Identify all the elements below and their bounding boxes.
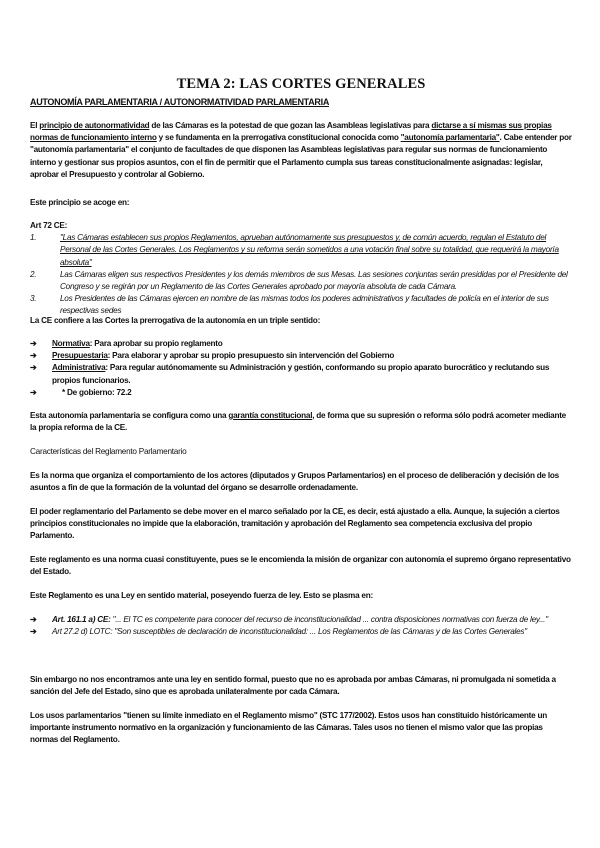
guarantee-paragraph: Esta autonomía parlamentaria se configura como una garantía constitucional, de forma que su supresión o reforma sólo podrá acometer mediante la propia reforma de la CE. (30, 411, 566, 433)
triple-sense-line: La CE confiere a las Cortes la prerrogativa de la autonomía en un triple sentido: (30, 316, 321, 325)
sense-item: ➔ * De gobierno: 72.2 (30, 387, 572, 399)
formal-paragraph: Sin embargo no nos encontramos ante una ley en sentido formal, puesto que no es aprobada por ambas Cámaras, ni promulgada ni sometida a sanción del Jefe del Estado, sino que es aprobada unilateralmente por cada Cámara. (30, 675, 556, 697)
sense-item: ➔ Presupuestaria: Para elaborar y aprobar su propio presupuesto sin intervención del Gobierno (30, 350, 572, 362)
uses-paragraph: Los usos parlamentarios "tienen su límite inmediato en el Reglamento mismo" (STC 177/2002). Estos usos han constituido históricamente un importante instrumento normativo en la organización y funcionamiento de las Cámaras. Tales usos no tienen el mismo valor que las propias normas del Reglamento. (30, 711, 547, 745)
art72-item: 3. Los Presidentes de las Cámaras ejercen en nombre de las mismas todos los poderes administrativos y facultades de policía en el interior de sus respectivas sedes (30, 294, 549, 316)
senses-list (30, 338, 572, 399)
section-subtitle: AUTONOMÍA PARLAMENTARIA / AUTONORMATIVIDAD PARLAMENTARIA (30, 97, 330, 107)
art72-section (30, 220, 572, 318)
autonormativity-term: principio de autonormatividad (39, 121, 150, 130)
power-paragraph: El poder reglamentario del Parlamento se debe mover en el marco señalado por la CE, es decir, está ajustado a ella. Aunque, la sujeción a ciertos principios constitucionales no impide que la elaboración, tramitación y aprobación del Reglamento sea competencia exclusiva del propio Parlamento. (30, 507, 560, 541)
constitutional-guarantee-term: garantía constitucional (228, 411, 313, 420)
page-title: TEMA 2: LAS CORTES GENERALES (176, 76, 426, 92)
arrow-icon: ➔ (30, 387, 37, 397)
law-paragraph: Este Reglamento es una Ley en sentido material, poseyendo fuerza de ley. Esto se plasma en: (30, 591, 373, 600)
arrow-icon: ➔ (30, 363, 37, 373)
art72-item: 1. "Las Cámaras establecen sus propios Reglamentos, aprueban autónomamente sus presupuestos y, de común acuerdo, regulan el Estatuto del Personal de las Cortes Generales. Los Reglamentos y su reforma serán sometidos a una votación final sobre su totalidad, que requerirá la mayoría absoluta" (30, 233, 559, 267)
arrow-icon: ➔ (30, 351, 37, 361)
citations-list (30, 614, 572, 638)
art72-item: 2. Las Cámaras eligen sus respectivos Presidentes y los demás miembros de sus Mesas. Las sesiones conjuntas serán presididas por el Presidente del Congreso y se regirán por un Reglamento de las Cortes Generales aprobado por mayoría absoluta de cada Cámara. (30, 269, 568, 292)
characteristics-heading: Características del Reglamento Parlamentario (30, 447, 187, 456)
citation-item: ➔ Art 27.2 d) LOTC: "Son susceptibles de declaración de inconstitucionalidad: ... Los Reglamentos de las Cámaras y de las Cortes Generales" (30, 626, 572, 638)
intro-paragraph: El principio de autonormatividad de las Cámaras es la potestad de que gozan las Asambleas legislativas para dictarse a sí mismas sus propias normas de funcionamiento interno y se fundamenta en la prerrogativa constitucional conocida como "autonomía parlamentaria". Cabe entender por "autonomía parlamentaria" el conjunto de facultades de que disponen las Asambleas legislativas para regular sus normas de funcionamiento interno y gestionar sus propios asuntos, con el fin de permitir que el Parlamento cumpla sus tareas constitucionalmente asignadas: legislar, aprobar el Presupuesto y controlar al Gobierno. (30, 121, 572, 179)
internal-norms-term: dictarse a sí mismas sus propias normas de funcionamiento interno (30, 121, 552, 143)
arrow-icon: ➔ (30, 615, 37, 624)
arrow-icon: ➔ (30, 339, 37, 348)
norm-paragraph: Es la norma que organiza el comportamiento de los actores (diputados y Grupos Parlamentarios) en el proceso de deliberación y decisión de los asuntos a fin de que la formación de la voluntad del órgano se desarrolle ordenadamente. (30, 471, 559, 493)
sense-item: ➔ Administrativa: Para regular autónomamente su Administración y gestión, conformando su propio aparato burocrático y reclutando sus propios funcionarios. (30, 362, 572, 386)
collect-line: Este principio se acoge en: (30, 198, 130, 207)
quasi-paragraph: Este reglamento es una norma cuasi constituyente, pues se le encomienda la misión de organizar con autonomía el supremo órgano representativo del Estado. (30, 555, 571, 577)
arrow-icon: ➔ (30, 627, 37, 637)
art72-heading: Art 72 CE: (30, 221, 68, 230)
sense-item: ➔ Normativa: Para aprobar su propio reglamento (30, 338, 572, 350)
citation-item: ➔ Art. 161.1 a) CE: "... El TC es competente para conocer del recurso de inconstitucionalidad ... contra disposiciones normativas con fuerza de ley..." (30, 614, 572, 626)
parliamentary-autonomy-term: "autonomía parlamentaria" (400, 133, 500, 143)
